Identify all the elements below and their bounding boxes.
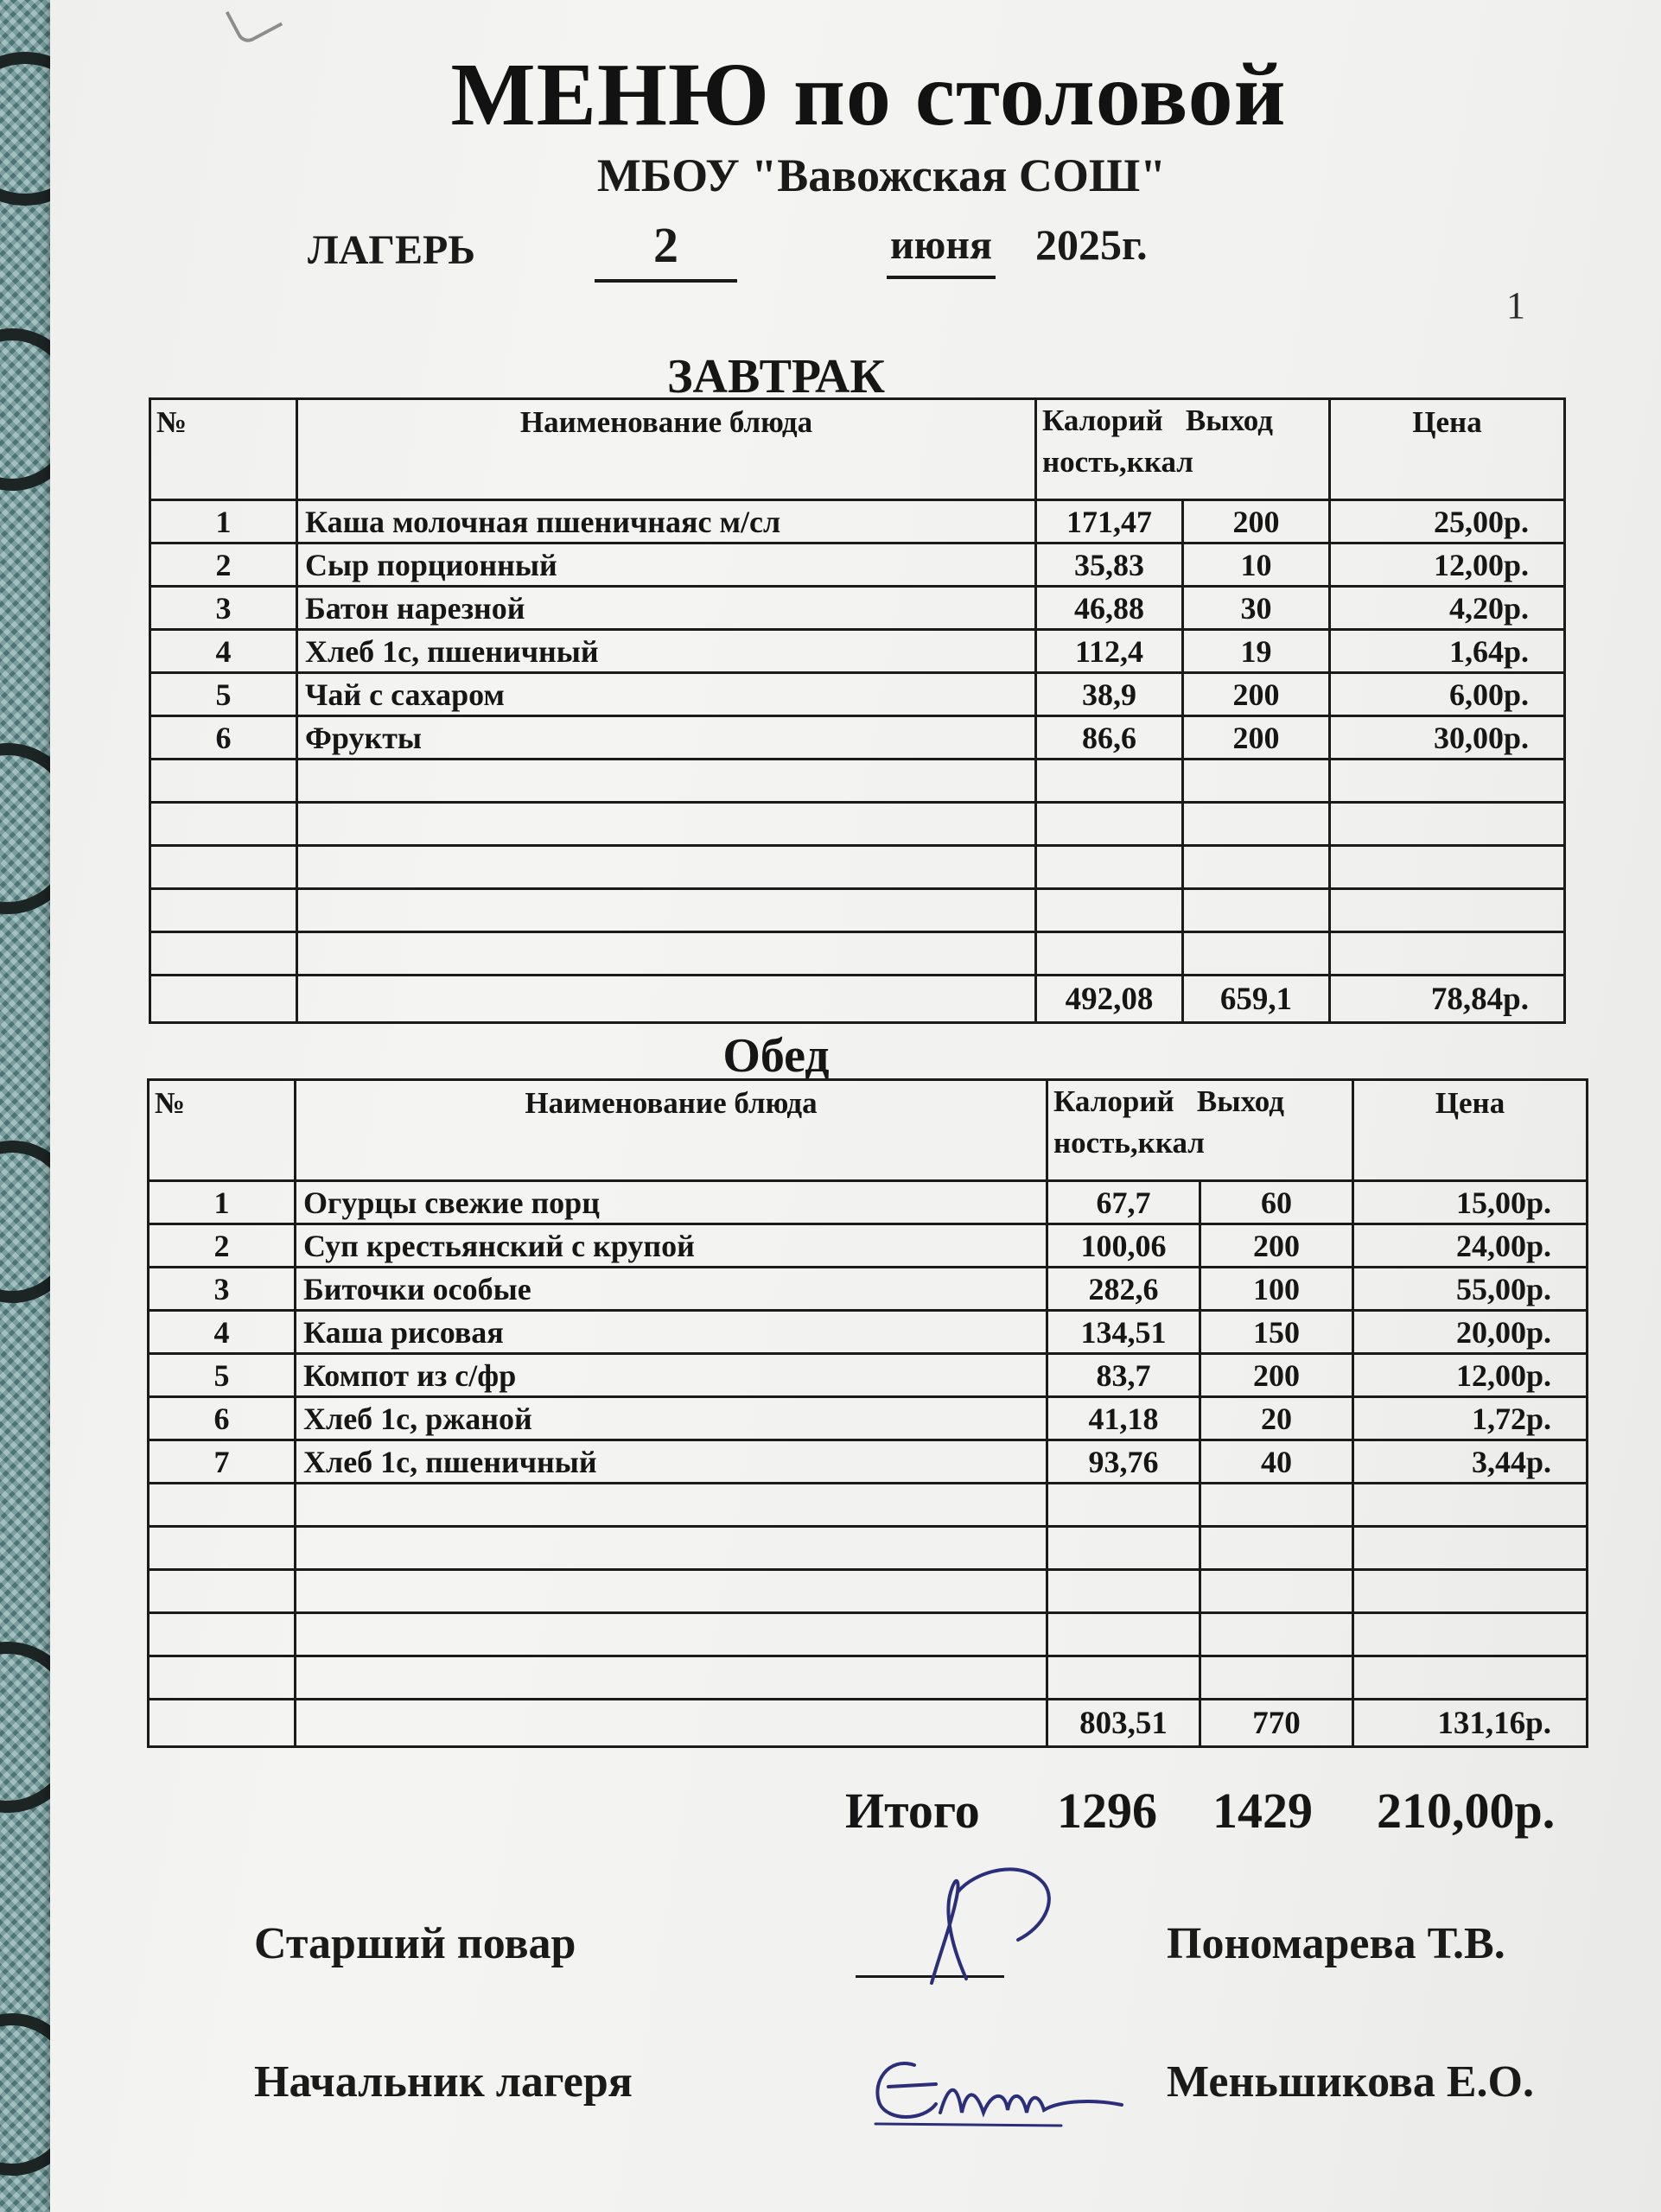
menu-sheet	[50, 0, 1661, 2212]
header-number: №	[150, 399, 297, 500]
header-calories-line2: ность,ккал	[1042, 445, 1193, 479]
total-price: 78,84р.	[1330, 976, 1565, 1023]
dish-output: 60	[1200, 1181, 1353, 1224]
dish-name: Суп крестьянский с крупой	[296, 1224, 1047, 1268]
dish-calories: 35,83	[1036, 543, 1183, 587]
school-name: МБОУ "Вавожская СОШ"	[596, 149, 1167, 201]
empty-row	[150, 889, 1565, 932]
dish-output: 20	[1200, 1397, 1353, 1440]
cook-role: Старший повар	[254, 1919, 576, 1968]
date-year: 2025г.	[1035, 220, 1148, 269]
table-row	[149, 1311, 1588, 1354]
dish-price: 25,00р.	[1330, 500, 1565, 543]
table-row	[150, 716, 1565, 760]
grand-total-output: 1429	[1212, 1783, 1313, 1839]
dish-output: 100	[1200, 1268, 1353, 1311]
dish-calories: 134,51	[1047, 1311, 1200, 1354]
dish-output: 200	[1200, 1354, 1353, 1397]
dish-output: 150	[1200, 1311, 1353, 1354]
dish-price: 1,72р.	[1353, 1397, 1588, 1440]
head-role: Начальник лагеря	[254, 2057, 633, 2107]
table-header-row	[149, 1080, 1588, 1181]
empty-row	[150, 846, 1565, 889]
total-calories: 492,08	[1036, 976, 1183, 1023]
dish-price: 1,64р.	[1330, 630, 1565, 673]
dish-price: 15,00р.	[1353, 1181, 1588, 1224]
dish-calories: 93,76	[1047, 1440, 1200, 1484]
dish-calories: 41,18	[1047, 1397, 1200, 1440]
dish-output: 40	[1200, 1440, 1353, 1484]
row-number: 4	[149, 1311, 296, 1354]
total-output: 659,1	[1183, 976, 1330, 1023]
dish-price: 55,00р.	[1353, 1268, 1588, 1311]
empty-row	[149, 1527, 1588, 1570]
table-row	[150, 630, 1565, 673]
empty-row	[149, 1484, 1588, 1527]
dish-price: 4,20р.	[1330, 587, 1565, 630]
table-row	[149, 1354, 1588, 1397]
table-row	[149, 1268, 1588, 1311]
cook-name: Пономарева Т.В.	[1167, 1919, 1505, 1968]
breakfast-title: ЗАВТРАК	[666, 350, 886, 404]
row-number: 6	[150, 716, 297, 760]
dish-name: Фрукты	[297, 716, 1036, 760]
total-row	[149, 1700, 1588, 1747]
dish-output: 200	[1183, 673, 1330, 716]
header-price: Цена	[1353, 1080, 1588, 1181]
table-row	[150, 500, 1565, 543]
total-price: 131,16р.	[1353, 1700, 1588, 1747]
document-title: МЕНЮ по столовой	[450, 45, 1287, 144]
page-number: 1	[1506, 284, 1525, 327]
cook-signature	[871, 1858, 1070, 1987]
dish-calories: 38,9	[1036, 673, 1183, 716]
row-number: 5	[149, 1354, 296, 1397]
dish-calories: 67,7	[1047, 1181, 1200, 1224]
dish-output: 200	[1183, 500, 1330, 543]
dish-price: 20,00р.	[1353, 1311, 1588, 1354]
dish-output: 30	[1183, 587, 1330, 630]
empty-row	[149, 1613, 1588, 1656]
dish-name: Каша молочная пшеничнаяс м/сл	[297, 500, 1036, 543]
table-row	[149, 1181, 1588, 1224]
row-number: 1	[149, 1181, 296, 1224]
head-signature	[854, 2031, 1130, 2143]
row-number: 5	[150, 673, 297, 716]
dish-calories: 112,4	[1036, 630, 1183, 673]
dish-output: 19	[1183, 630, 1330, 673]
row-number: 1	[150, 500, 297, 543]
empty-row	[150, 803, 1565, 846]
empty-row	[149, 1656, 1588, 1700]
total-row	[150, 976, 1565, 1023]
grand-total-price: 210,00р.	[1377, 1783, 1556, 1839]
row-number: 2	[149, 1224, 296, 1268]
dish-name: Сыр порционный	[297, 543, 1036, 587]
dish-name: Биточки особые	[296, 1268, 1047, 1311]
header-calories-line2: ность,ккал	[1053, 1126, 1205, 1160]
dish-calories: 100,06	[1047, 1224, 1200, 1268]
header-calories-line1: Калорий	[1053, 1084, 1174, 1118]
header-calories-output	[1047, 1080, 1353, 1181]
table-row	[149, 1440, 1588, 1484]
total-calories: 803,51	[1047, 1700, 1200, 1747]
lunch-table	[147, 1078, 1588, 1748]
row-number: 4	[150, 630, 297, 673]
row-number: 3	[149, 1268, 296, 1311]
date-day: 2	[595, 216, 737, 283]
table-header-row	[150, 399, 1565, 500]
dish-price: 24,00р.	[1353, 1224, 1588, 1268]
grand-total	[845, 1782, 1555, 1840]
dish-price: 30,00р.	[1330, 716, 1565, 760]
table-row	[149, 1397, 1588, 1440]
header-output: Выход	[1185, 404, 1273, 437]
breakfast-table	[149, 397, 1566, 1024]
empty-row	[150, 932, 1565, 976]
table-row	[150, 587, 1565, 630]
dish-name: Хлеб 1с, пшеничный	[297, 630, 1036, 673]
header-number: №	[149, 1080, 296, 1181]
empty-row	[150, 760, 1565, 803]
grand-total-label: Итого	[845, 1783, 980, 1839]
dish-name: Каша рисовая	[296, 1311, 1047, 1354]
total-output: 770	[1200, 1700, 1353, 1747]
date-month: июня	[887, 221, 996, 279]
dish-name: Чай с сахаром	[297, 673, 1036, 716]
header-dish-name: Наименование блюда	[297, 399, 1036, 500]
dish-output: 10	[1183, 543, 1330, 587]
table-row	[149, 1224, 1588, 1268]
dish-calories: 46,88	[1036, 587, 1183, 630]
dish-name: Батон нарезной	[297, 587, 1036, 630]
paper-clip-icon	[226, 0, 283, 47]
dish-price: 3,44р.	[1353, 1440, 1588, 1484]
dish-calories: 83,7	[1047, 1354, 1200, 1397]
header-calories-output	[1036, 399, 1330, 500]
dish-output: 200	[1200, 1224, 1353, 1268]
table-row	[150, 543, 1565, 587]
row-number: 6	[149, 1397, 296, 1440]
dish-calories: 86,6	[1036, 716, 1183, 760]
head-name: Меньшикова Е.О.	[1167, 2057, 1534, 2107]
camp-label: ЛАГЕРЬ	[308, 227, 476, 273]
dish-name: Хлеб 1с, пшеничный	[296, 1440, 1047, 1484]
header-price: Цена	[1330, 399, 1565, 500]
dish-calories: 171,47	[1036, 500, 1183, 543]
row-number: 3	[150, 587, 297, 630]
row-number: 2	[150, 543, 297, 587]
header-calories-line1: Калорий	[1042, 404, 1163, 437]
dish-calories: 282,6	[1047, 1268, 1200, 1311]
row-number: 7	[149, 1440, 296, 1484]
grand-total-calories: 1296	[1057, 1783, 1157, 1839]
dish-output: 200	[1183, 716, 1330, 760]
dish-price: 12,00р.	[1330, 543, 1565, 587]
table-row	[150, 673, 1565, 716]
dish-name: Огурцы свежие порц	[296, 1181, 1047, 1224]
header-dish-name: Наименование блюда	[296, 1080, 1047, 1181]
dish-price: 12,00р.	[1353, 1354, 1588, 1397]
header-output: Выход	[1196, 1084, 1284, 1118]
lunch-title: Обед	[722, 1029, 830, 1083]
dish-price: 6,00р.	[1330, 673, 1565, 716]
dish-name: Компот из с/фр	[296, 1354, 1047, 1397]
dish-name: Хлеб 1с, ржаной	[296, 1397, 1047, 1440]
empty-row	[149, 1570, 1588, 1613]
